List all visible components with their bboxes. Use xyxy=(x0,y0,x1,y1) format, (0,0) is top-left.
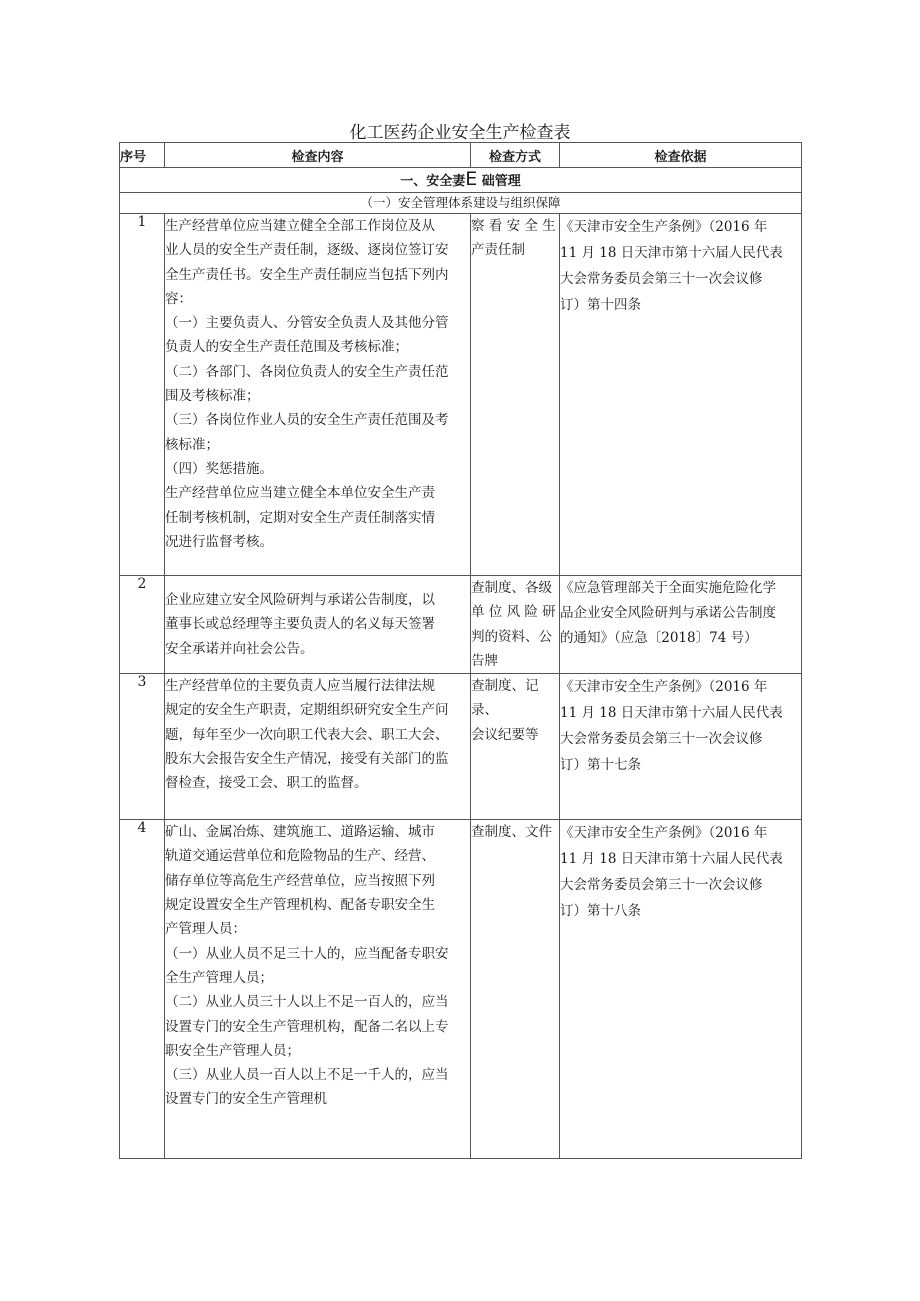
row-method: 查制度、记录、 会议纪要等 xyxy=(471,674,560,820)
row-content: 企业应建立安全风险研判与承诺公告制度，以 董事长或总经理等主要负责人的名义每天签署 安全承诺并向社会公告。 xyxy=(165,576,471,674)
table-row xyxy=(120,674,802,820)
row-basis: 《天津市安全生产条例》（2016 年 11 月 18 日天津市第十六届人民代表 大会常务委员会第三十一次会议修 订）第十四条 xyxy=(560,214,802,576)
header-no: 序号 xyxy=(120,143,165,168)
row-basis: 《应急管理部关于全面实施危险化学 品企业安全风险研判与承诺公告制度 的通知》（应急〔2018〕74 号） xyxy=(560,576,802,674)
inspection-table xyxy=(119,142,802,1159)
row-method: 查制度、文件 xyxy=(471,820,560,1159)
section-title-glyph: E xyxy=(465,168,478,190)
row-content: 生产经营单位的主要负责人应当履行法律法规 规定的安全生产职责，定期组织研究安全生产问 题，每年至少一次向职工代表大会、职工大会、 股东大会报告安全生产情况，接受有关部门的监 督检查，接受工会、职工的监督。 xyxy=(165,674,471,820)
table-row xyxy=(120,214,802,576)
header-row xyxy=(120,143,802,168)
header-method: 检查方式 xyxy=(471,143,560,168)
row-basis: 《天津市安全生产条例》（2016 年 11 月 18 日天津市第十六届人民代表 大会常务委员会第三十一次会议修 订）第十七条 xyxy=(560,674,802,820)
subsection-title: （一）安全管理体系建设与组织保障 xyxy=(120,193,802,214)
row-number: 4 xyxy=(120,820,165,1159)
table-row xyxy=(120,820,802,1159)
document-title: 化工医药企业安全生产检查表 xyxy=(349,123,571,143)
row-number: 3 xyxy=(120,674,165,820)
section-title xyxy=(120,168,802,193)
table-row xyxy=(120,576,802,674)
row-method: 查制度、各级 单 位 风 险 研 判的资料、公 告牌 xyxy=(471,576,560,674)
row-method: 察 看 安 全 生 产责任制 xyxy=(471,214,560,576)
section-row xyxy=(120,168,802,193)
row-basis: 《天津市安全生产条例》（2016 年 11 月 18 日天津市第十六届人民代表 大会常务委员会第三十一次会议修 订）第十八条 xyxy=(560,820,802,1159)
header-content: 检查内容 xyxy=(165,143,471,168)
section-title-prefix: 一、安全妻 xyxy=(400,174,466,189)
header-basis: 检查依据 xyxy=(560,143,802,168)
section-title-suffix: 础管理 xyxy=(477,174,521,189)
row-number: 1 xyxy=(120,214,165,576)
row-number: 2 xyxy=(120,576,165,674)
row-content: 矿山、金属冶炼、建筑施工、道路运输、城市 轨道交通运营单位和危险物品的生产、经营、 储存单位等高危生产经营单位，应当按照下列 规定设置安全生产管理机构、配备专职安全生 产管理人员： （一）从业人员不足三十人的，应当配备专职安 全生产管理人员； （二）从业人员三十人以上不足一百人的，应当 设置专门的安全生产管理机构，配备二名以上专 职安全生产管理人员； （三）从业人员一百人以上不足一千人的，应当 设置专门的安全生产管理机 xyxy=(165,820,471,1159)
row-content: 生产经营单位应当建立健全全部工作岗位及从 业人员的安全生产责任制，逐级、逐岗位签订安 全生产责任书。安全生产责任制应当包括下列内 容： （一）主要负责人、分管安全负责人及其他分管 负责人的安全生产责任范围及考核标准； （二）各部门、各岗位负责人的安全生产责任范 围及考核标准； （三）各岗位作业人员的安全生产责任范围及考 核标准； （四）奖惩措施。 生产经营单位应当建立健全本单位安全生产责 任制考核机制，定期对安全生产责任制落实情 况进行监督考核。 xyxy=(165,214,471,576)
subsection-row xyxy=(120,193,802,214)
